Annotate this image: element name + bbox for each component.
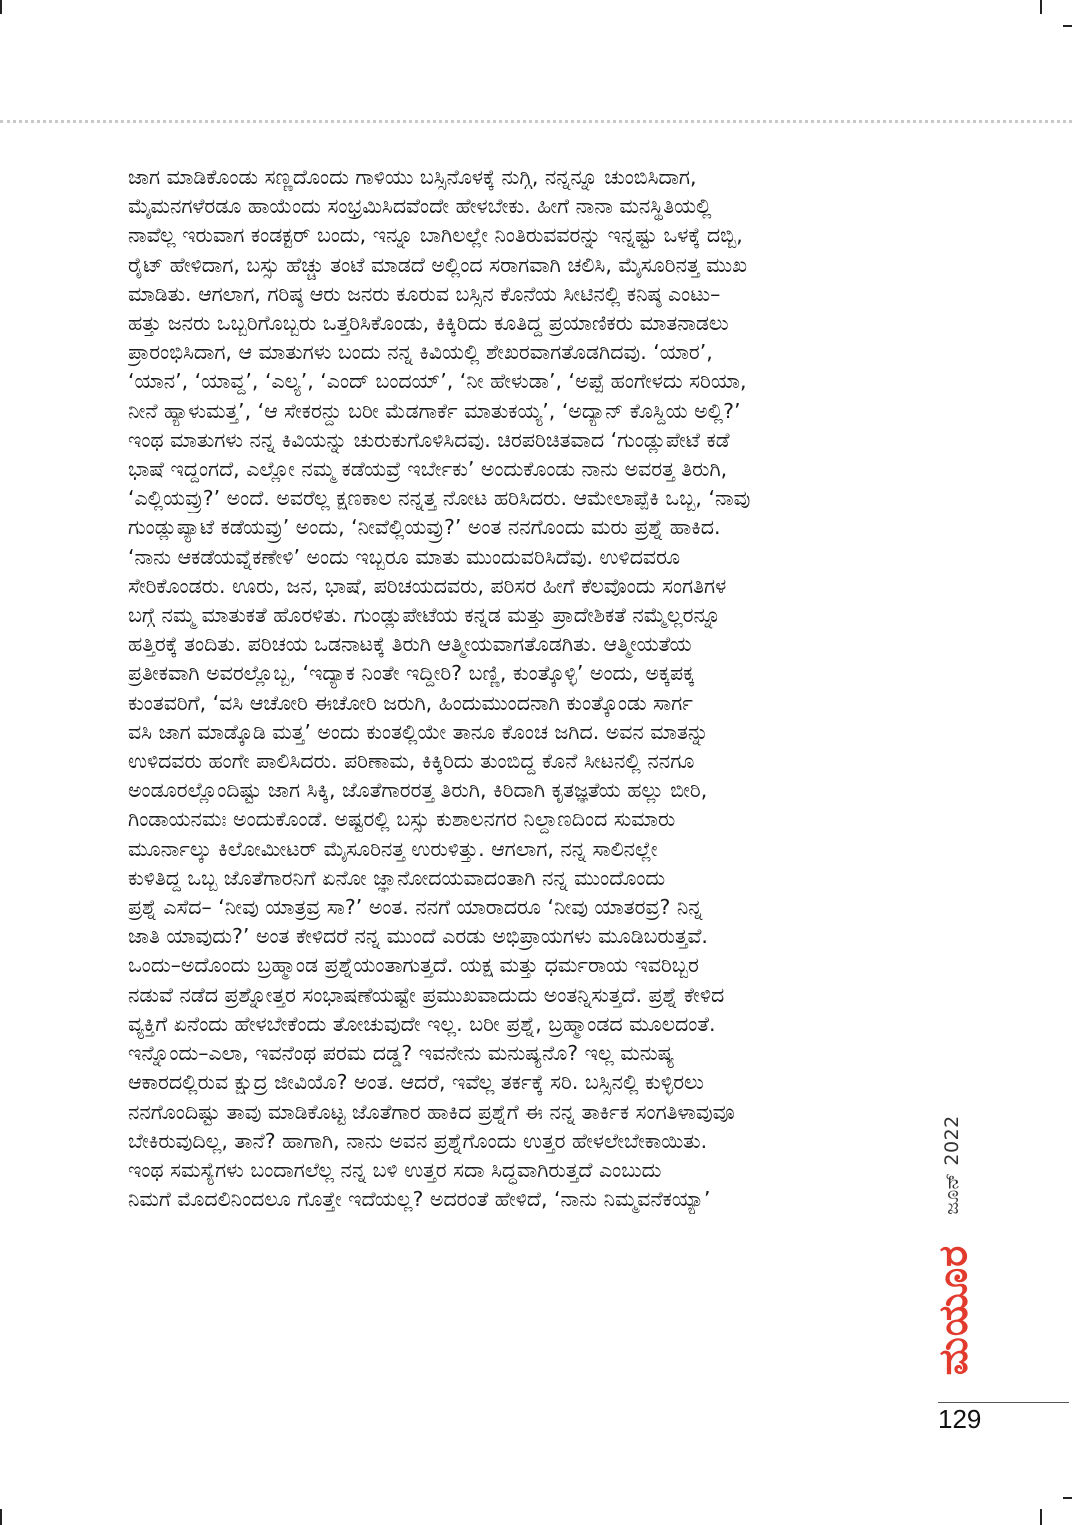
crop-mark (0, 1509, 2, 1525)
article-line: ನಿಮಗೆ ಮೊದಲಿನಿಂದಲೂ ಗೊತ್ತೇ ಇದೆಯಲ್ಲ? ಅದರಂತೆ ಹೇಳಿದೆ, ‘ನಾನು ನಿಮ್ಮವನೆಕಯ್ಯಾ’ (128, 1187, 711, 1212)
crop-mark (1063, 25, 1072, 27)
article-line: ‘ನಾನು ಆಕಡೆಯವ್ನೆಕಣೇಳಿ’ ಅಂದು ಇಬ್ಬರೂ ಮಾತು ಮುಂದುವರಿಸಿದೆವು. ಉಳಿದವರೂ (128, 544, 681, 569)
article-line: ವ್ಯಕ್ತಿಗೆ ಏನೆಂದು ಹೇಳಬೇಕೆಂದು ತೋಚುವುದೇ ಇಲ್ಲ. ಬರೀ ಪ್ರಶ್ನೆ, ಬ್ರಹ್ಮಾಂಡದ ಮೂಲದಂತೆ. (128, 1011, 716, 1036)
article-line: ಪ್ರಾರಂಭಿಸಿದಾಗ, ಆ ಮಾತುಗಳು ಬಂದು ನನ್ನ ಕಿವಿಯಲ್ಲಿ ಶೇಖರವಾಗತೊಡಗಿದವು. ‘ಯಾರ’, (128, 340, 713, 365)
article-line: ಗುಂಡ್ಲುಪ್ಯಾಟೆ ಕಡೆಯವ್ರು’ ಅಂದು, ‘ನೀವೆಲ್ಲಿಯವ್ರು?’ ಅಂತ ನನಗೊಂದು ಮರು ಪ್ರಶ್ನೆ ಹಾಕಿದ. (128, 515, 721, 540)
header-dotted-divider (0, 120, 1072, 123)
article-line: ‘ಯಾನ’, ‘ಯಾವ್ದ’, ‘ಎಲ್ಯ’, ‘ಎಂದ್ ಬಂದಯ್’, ‘ನೀ ಹೇಳುಡಾ’, ‘ಅಪ್ಪೆ ಹಂಗೇಳದು ಸರಿಯಾ, (128, 369, 747, 394)
article-line: ರೈಟ್ ಹೇಳಿದಾಗ, ಬಸ್ಸು ಹೆಚ್ಚು ತಂಟೆ ಮಾಡದೆ ಅಲ್ಲಿಂದ ಸರಾಗವಾಗಿ ಚಲಿಸಿ, ಮೈಸೂರಿನತ್ತ ಮುಖ (128, 252, 748, 277)
article-line: ಪ್ರತೀಕವಾಗಿ ಅವರಲ್ಲೊಬ್ಬ, ‘ಇದ್ಯಾಕ ನಿಂತೇ ಇದ್ದೀರಿ? ಬಣ್ಣಿ, ಕುಂತ್ಕೊಳ್ಳಿ’ ಅಂದು, ಅಕ್ಕಪಕ್ಕ (128, 661, 695, 686)
article-line: ಕುಳಿತಿದ್ದ ಒಬ್ಬ ಜೊತೆಗಾರನಿಗೆ ಏನೋ ಜ್ಞಾನೋದಯವಾದಂತಾಗಿ ನನ್ನ ಮುಂದೊಂದು (128, 865, 666, 890)
article-line: ಕುಂತವರಿಗೆ, ‘ವಸಿ ಆಚೋರಿ ಈಚೋರಿ ಜರುಗಿ, ಹಿಂದುಮುಂದನಾಗಿ ಕುಂತ್ಕೊಂಡು ಸಾರ್ಗ (128, 690, 693, 715)
article-line: ಒಂದು–ಅದೊಂದು ಬ್ರಹ್ಮಾಂಡ ಪ್ರಶ್ನೆಯಂತಾಗುತ್ತದೆ. ಯಕ್ಷ ಮತ್ತು ಧರ್ಮರಾಯ ಇವರಿಬ್ಬರ (128, 953, 699, 978)
crop-mark (1063, 1497, 1072, 1499)
crop-mark (1040, 1509, 1042, 1525)
article-line: ಹತ್ತು ಜನರು ಒಬ್ಬರಿಗೊಬ್ಬರು ಒತ್ತರಿಸಿಕೊಂಡು, ಕಿಕ್ಕಿರಿದು ಕೂತಿದ್ದ ಪ್ರಯಾಣಿಕರು ಮಾತನಾಡಲು (128, 311, 729, 336)
folio-divider (938, 1402, 1069, 1403)
article-line: ಬಗ್ಗೆ ನಮ್ಮ ಮಾತುಕತೆ ಹೊರಳಿತು. ಗುಂಡ್ಲುಪೇಟೆಯ ಕನ್ನಡ ಮತ್ತು ಪ್ರಾದೇಶಿಕತೆ ನಮ್ಮೆಲ್ಲರನ್ನೂ (128, 603, 721, 628)
article-line: ಭಾಷೆ ಇದ್ದಂಗದೆ, ಎಲ್ಲೋ ನಮ್ಮ ಕಡೆಯವ್ರೆ ಇರ್ಬೇಕು’ ಅಂದುಕೊಂಡು ನಾನು ಅವರತ್ತ ತಿರುಗಿ, (128, 457, 728, 482)
article-line: ಜಾಗ ಮಾಡಿಕೊಂಡು ಸಣ್ಣದೊಂದು ಗಾಳಿಯು ಬಸ್ಸಿನೊಳಕ್ಕೆ ನುಗ್ಗಿ, ನನ್ನನ್ನೂ ಚುಂಬಿಸಿದಾಗ, (128, 165, 697, 189)
article-line: ಸೇರಿಕೊಂಡರು. ಊರು, ಜನ, ಭಾಷೆ, ಪರಿಚಯದವರು, ಪರಿಸರ ಹೀಗೆ ಕೆಲವೊಂದು ಸಂಗತಿಗಳ (128, 573, 727, 598)
article-line: ಜಾತಿ ಯಾವುದು?’ ಅಂತ ಕೇಳಿದರೆ ನನ್ನ ಮುಂದೆ ಎರಡು ಅಭಿಪ್ರಾಯಗಳು ಮೂಡಿಬರುತ್ತವೆ. (128, 924, 708, 949)
crop-mark (0, 0, 2, 14)
article-line: ಬೇಕಿರುವುದಿಲ್ಲ, ತಾನೆ? ಹಾಗಾಗಿ, ನಾನು ಅವನ ಪ್ರಶ್ನೆಗೊಂದು ಉತ್ತರ ಹೇಳಲೇಬೇಕಾಯಿತು. (128, 1128, 708, 1153)
article-line: ಮಾಡಿತು. ಆಗಲಾಗ, ಗರಿಷ್ಠ ಆರು ಜನರು ಕೂರುವ ಬಸ್ಸಿನ ಕೊನೆಯ ಸೀಟಿನಲ್ಲಿ ಕನಿಷ್ಠ ಎಂಟು– (128, 281, 721, 306)
magazine-name: ಮಯೂರ (930, 1244, 976, 1376)
article-line: ನಡುವೆ ನಡೆದ ಪ್ರಶ್ನೋತ್ತರ ಸಂಭಾಷಣೆಯಷ್ಟೇ ಪ್ರಮುಖವಾದುದು ಅಂತನ್ನಿಸುತ್ತದೆ. ಪ್ರಶ್ನೆ ಕೇಳಿದ (128, 982, 725, 1007)
article-line: ಅಂಡೂರಲ್ಲೊಂದಿಷ್ಟು ಜಾಗ ಸಿಕ್ಕಿ, ಜೊತೆಗಾರರತ್ತ ತಿರುಗಿ, ಕಿರಿದಾಗಿ ಕೃತಜ್ಞತೆಯ ಹಲ್ಲು ಬೀರಿ, (128, 778, 708, 803)
issue-date (932, 1110, 972, 1220)
article-line: ಇಂಥ ಮಾತುಗಳು ನನ್ನ ಕಿವಿಯನ್ನು ಚುರುಕುಗೊಳಿಸಿದವು. ಚಿರಪರಿಚಿತವಾದ ‘ಗುಂಡ್ಲುಪೇಟೆ ಕಡೆ (128, 427, 730, 452)
article-line: ‘ಎಲ್ಲಿಯವ್ರು?’ ಅಂದೆ. ಅವರೆಲ್ಲ ಕ್ಷಣಕಾಲ ನನ್ನತ್ತ ನೋಟ ಹರಿಸಿದರು. ಆಮೇಲಾಪ್ಪೆಕಿ ಒಬ್ಬ, ‘ನಾವು (128, 486, 751, 511)
article-line: ನಾವೆಲ್ಲ ಇರುವಾಗ ಕಂಡಕ್ಟರ್ ಬಂದು, ಇನ್ನೂ ಬಾಗಿಲಲ್ಲೇ ನಿಂತಿರುವವರನ್ನು ಇನ್ನಷ್ಟು ಒಳಕ್ಕೆ ದಬ್ಬಿ, (128, 223, 743, 248)
magazine-logo (928, 1230, 978, 1390)
article-line: ಮೈಮನಗಳೆರಡೂ ಹಾಯೆಂದು ಸಂಭ್ರಮಿಸಿದವೆಂದೇ ಹೇಳಬೇಕು. ಹೀಗೆ ನಾನಾ ಮನಸ್ಥಿತಿಯಲ್ಲಿ (128, 194, 712, 219)
article-line: ಗಿಂಡಾಯನಮಃ ಅಂದುಕೊಂಡೆ. ಅಷ್ಟರಲ್ಲಿ ಬಸ್ಸು ಕುಶಾಲನಗರ ನಿಲ್ದಾಣದಿಂದ ಸುಮಾರು (128, 807, 676, 832)
article-line: ಇನ್ನೊಂದು–ಎಲಾ, ಇವನೆಂಥ ಪರಮ ದಡ್ಡ? ಇವನೇನು ಮನುಷ್ಯನೊ? ಇಲ್ಲ ಮನುಷ್ಯ (128, 1041, 675, 1066)
article-line: ಮೂರ್ನಾಲ್ಕು ಕಿಲೋಮೀಟರ್ ಮೈಸೂರಿನತ್ತ ಉರುಳಿತ್ತು. ಆಗಲಾಗ, ನನ್ನ ಸಾಲಿನಲ್ಲೇ (128, 836, 658, 861)
page-number: 129 (938, 1404, 982, 1434)
article-line: ನನಗೊಂದಿಷ್ಟು ತಾವು ಮಾಡಿಕೊಟ್ಟ ಜೊತೆಗಾರ ಹಾಕಿದ ಪ್ರಶ್ನೆಗೆ ಈ ನನ್ನ ತಾರ್ಕಿಕ ಸಂಗತಿಳಾವುವೂ (128, 1099, 735, 1124)
article-line: ಪ್ರಶ್ನೆ ಎಸೆದ– ‘ನೀವು ಯಾತ್ರವ್ರ ಸಾ?’ ಅಂತ. ನನಗೆ ಯಾರಾದರೂ ‘ನೀವು ಯಾತರವ್ರ? ನಿನ್ನ (128, 895, 703, 920)
article-line: ಆಕಾರದಲ್ಲಿರುವ ಕ್ಷುದ್ರ ಜೀವಿಯೊ? ಅಂತ. ಆದರೆ, ಇವೆಲ್ಲ ತರ್ಕಕ್ಕೆ ಸರಿ. ಬಸ್ಸಿನಲ್ಲಿ ಕುಳ್ಳಿರಲು (128, 1070, 704, 1095)
article-body (128, 163, 910, 1214)
crop-mark (1040, 0, 1042, 14)
article-line: ವಸಿ ಜಾಗ ಮಾಡ್ಕೊಡಿ ಮತ್ತ’ ಅಂದು ಕುಂತಲ್ಲಿಯೇ ತಾನೂ ಕೊಂಚ ಜಗಿದ. ಅವನ ಮಾತನ್ನು (128, 719, 709, 744)
article-line: ನೀನೆ ಹ್ಯಾಳುಮತ್ತ’, ‘ಆ ಸೇಕರನ್ದು ಬರೀ ಮೆಡಗಾರ್ಕೆ ಮಾತುಕಯ್ಯ’, ‘ಅದ್ಯಾನ್ ಕೊಸ್ದಿಯ ಅಲ್ಲಿ?’ (128, 398, 741, 423)
article-line: ಉಳಿದವರು ಹಂಗೇ ಪಾಲಿಸಿದರು. ಪರಿಣಾಮ, ಕಿಕ್ಕಿರಿದು ತುಂಬಿದ್ದ ಕೊನೆ ಸೀಟನಲ್ಲಿ ನನಗೂ (128, 749, 695, 774)
article-line: ಇಂಥ ಸಮಸ್ಯೆಗಳು ಬಂದಾಗಲೆಲ್ಲ ನನ್ನ ಬಳಿ ಉತ್ತರ ಸದಾ ಸಿದ್ಧವಾಗಿರುತ್ತದೆ ಎಂಬುದು (128, 1157, 662, 1182)
issue-date-label: ಜೂನ್ 2022 (941, 1115, 964, 1215)
article-line: ಹತ್ತಿರಕ್ಕೆ ತಂದಿತು. ಪರಿಚಯ ಒಡನಾಟಕ್ಕೆ ತಿರುಗಿ ಆತ್ಮೀಯವಾಗತೊಡಗಿತು. ಆತ್ಮೀಯತೆಯ (128, 632, 692, 657)
